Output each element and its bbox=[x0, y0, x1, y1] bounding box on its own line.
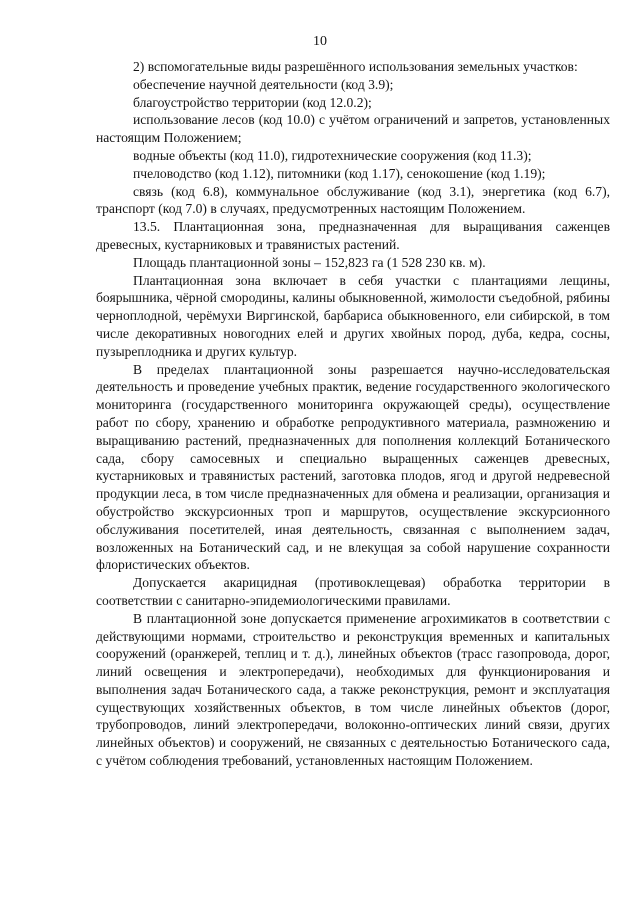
paragraph-acaricide-treatment: Допускается акарицидная (противоклещевая) обработка территории в соответствии с санитарно-эпидемиологическими правилами. bbox=[96, 575, 610, 608]
list-item-forest-use: использование лесов (код 10.0) с учётом ограничений и запретов, установленных настоящим Положением; bbox=[96, 112, 610, 146]
list-item-landscaping: благоустройство территории (код 12.0.2); bbox=[133, 94, 372, 110]
paragraph-agrochemicals-construction: В плантационной зоне допускается применение агрохимикатов в соответствии с действующими нормами, строительство и реконструкция временных и капитальных сооружений (оранжерей, теплиц и т. д.), линейных объектов (трасс газопровода, дорог, линий освещения и электропередачи), необходимых для функционирования и выполнения задач Ботанического сада, а также реконструкция, ремонт и эксплуатация существующих хозяйственных объектов, в том числе линейных объектов (дорог, трубопроводов, линий электропередачи, волоконно-оптических линий связи, других линейных объектов) и сооружений, не связанных с деятельностью Ботанического сада, с учётом соблюдения требований, установленных настоящим Положением. bbox=[96, 610, 610, 769]
paragraph-auxiliary-uses-heading: 2) вспомогательные виды разрешённого использования земельных участков: bbox=[133, 59, 578, 74]
section-heading-plantation-zone: 13.5. Плантационная зона, предназначенная для выращивания саженцев древесных, кустарниковых и травянистых растений. bbox=[96, 219, 610, 252]
list-item-water-objects: водные объекты (код 11.0), гидротехнические сооружения (код 11.3); bbox=[133, 147, 532, 163]
document-body bbox=[96, 58, 610, 770]
paragraph-zone-area: Площадь плантационной зоны – 152,823 га (1 528 230 кв. м). bbox=[133, 254, 486, 270]
paragraph-permitted-activities: В пределах плантационной зоны разрешается научно-исследовательская деятельность и проведение учебных практик, ведение государственного экологического мониторинга (государственного мониторинга окружающей среды), осуществление работ по сбору, хранению и обработке репродуктивного материала, размножению и выращиванию растений, предназначенных для пополнения коллекций Ботанического сада, сбору самосевных и специально выращенных саженцев древесных, кустарниковых и травянистых растений, заготовка плодов, ягод и другой недревесной продукции леса, в том числе предназначенных для обмена и реализации, организация и обустройство экскурсионных троп и маршрутов, осуществление экскурсионного обслуживания посетителей, иная деятельность, связанная с выполнением задач, возложенных на Ботанический сад, и не влекущая за собой нарушение сохранности флористических объектов. bbox=[96, 361, 610, 573]
list-item-scientific-activity: обеспечение научной деятельности (код 3.9); bbox=[133, 76, 394, 92]
paragraph-zone-plantations: Плантационная зона включает в себя участки с плантациями лещины, боярышника, чёрной смородины, калины обыкновенной, жимолости съедобной, рябины черноплодной, черёмухи Виргинской, барбариса обыкновенного, ели сибирской, в том числе декоративных новогодних елей и других хвойных пород, дуба, кедра, сосны, пузыреплодника и других культур. bbox=[96, 272, 610, 359]
list-item-beekeeping: пчеловодство (код 1.12), питомники (код 1.17), сенокошение (код 1.19); bbox=[133, 165, 546, 181]
list-item-communications: связь (код 6.8), коммунальное обслуживание (код 3.1), энергетика (код 6.7), транспорт (код 7.0) в случаях, предусмотренных настоящим Положением. bbox=[96, 183, 610, 217]
page-number: 10 bbox=[313, 34, 327, 49]
